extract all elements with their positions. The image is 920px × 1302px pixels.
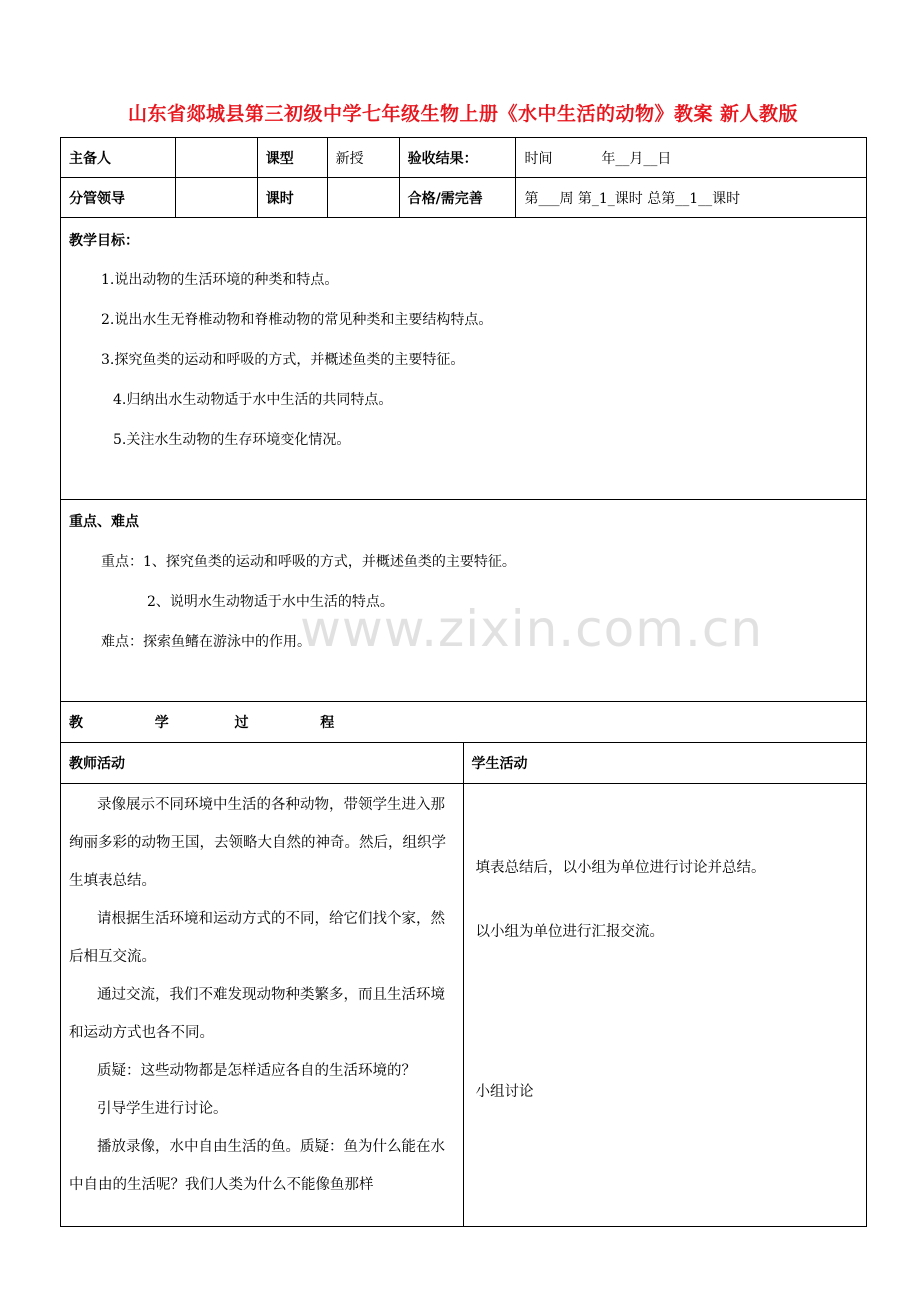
process-heading-char: 过 bbox=[234, 715, 249, 731]
header-row-2 bbox=[61, 178, 867, 218]
goals-heading: 教学目标： bbox=[69, 233, 139, 249]
teacher-activity-cell bbox=[61, 784, 464, 1227]
week-text: 第___周 第_1_课时 总第__1__课时 bbox=[516, 178, 867, 218]
process-content-row bbox=[61, 784, 867, 1227]
key-point-1: 重点：1、探究鱼类的运动和呼吸的方式，并概述鱼类的主要特征。 bbox=[101, 554, 516, 570]
leader-value bbox=[175, 178, 257, 218]
teacher-paragraph: 录像展示不同环境中生活的各种动物，带领学生进入那绚丽多彩的动物王国，去领略大自然的神奇。然后，组织学生填表总结。 bbox=[69, 797, 446, 889]
process-heading-char: 程 bbox=[320, 715, 335, 731]
goal-item: 3.探究鱼类的运动和呼吸的方式，并概述鱼类的主要特征。 bbox=[101, 352, 465, 368]
type-label: 课型 bbox=[257, 138, 327, 178]
keypoints-heading: 重点、难点 bbox=[69, 514, 139, 530]
difficulty-point: 难点：探索鱼鳍在游泳中的作用。 bbox=[101, 634, 311, 650]
process-label-row bbox=[61, 743, 867, 784]
process-heading-row bbox=[61, 702, 867, 743]
document-title: 山东省郯城县第三初级中学七年级生物上册《水中生活的动物》教案 新人教版 bbox=[127, 103, 799, 125]
process-heading bbox=[61, 702, 867, 743]
goals-section bbox=[61, 218, 867, 500]
student-item: 以小组为单位进行汇报交流。 bbox=[475, 924, 665, 940]
goal-item: 4.归纳出水生动物适于水中生活的共同特点。 bbox=[113, 392, 393, 408]
pass-label: 合格/需完善 bbox=[399, 178, 516, 218]
preparer-value bbox=[175, 138, 257, 178]
period-value bbox=[327, 178, 399, 218]
teacher-paragraph: 播放录像，水中自由生活的鱼。质疑：鱼为什么能在水中自由的生活呢？我们人类为什么不能像鱼那样 bbox=[69, 1139, 445, 1193]
goal-item: 5.关注水生动物的生存环境变化情况。 bbox=[113, 432, 351, 448]
leader-label: 分管领导 bbox=[61, 178, 176, 218]
student-item: 小组讨论 bbox=[475, 1084, 534, 1100]
student-item: 填表总结后，以小组为单位进行讨论并总结。 bbox=[475, 860, 766, 876]
goal-item: 2.说出水生无脊椎动物和脊椎动物的常见种类和主要结构特点。 bbox=[101, 312, 493, 328]
goals-row bbox=[61, 218, 867, 500]
process-heading-char: 学 bbox=[154, 715, 169, 731]
teacher-paragraph: 引导学生进行讨论。 bbox=[97, 1101, 228, 1117]
teacher-paragraph: 通过交流，我们不难发现动物种类繁多，而且生活环境和运动方式也各不同。 bbox=[69, 987, 445, 1041]
teacher-paragraph: 请根据生活环境和运动方式的不同，给它们找个家，然后相互交流。 bbox=[69, 911, 445, 965]
process-table bbox=[60, 742, 867, 1227]
type-value: 新授 bbox=[327, 138, 399, 178]
watermark: www.zixin.com.cn bbox=[300, 600, 764, 658]
accept-label: 验收结果： bbox=[399, 138, 516, 178]
time-label: 时间 bbox=[524, 150, 553, 167]
date-text: 年__月__日 bbox=[601, 150, 672, 167]
preparer-label: 主备人 bbox=[61, 138, 176, 178]
teacher-activity-label: 教师活动 bbox=[61, 743, 464, 784]
teacher-paragraph: 质疑：这些动物都是怎样适应各自的生活环境的？ bbox=[97, 1063, 416, 1079]
goal-item: 1.说出动物的生活环境的种类和特点。 bbox=[101, 272, 339, 288]
student-activity-cell bbox=[463, 784, 866, 1227]
header-row-1 bbox=[61, 138, 867, 178]
process-heading-char: 教 bbox=[69, 715, 83, 731]
time-cell bbox=[516, 138, 867, 178]
student-activity-label: 学生活动 bbox=[463, 743, 866, 784]
key-point-2: 2、说明水生动物适于水中生活的特点。 bbox=[147, 594, 394, 610]
period-label: 课时 bbox=[257, 178, 327, 218]
